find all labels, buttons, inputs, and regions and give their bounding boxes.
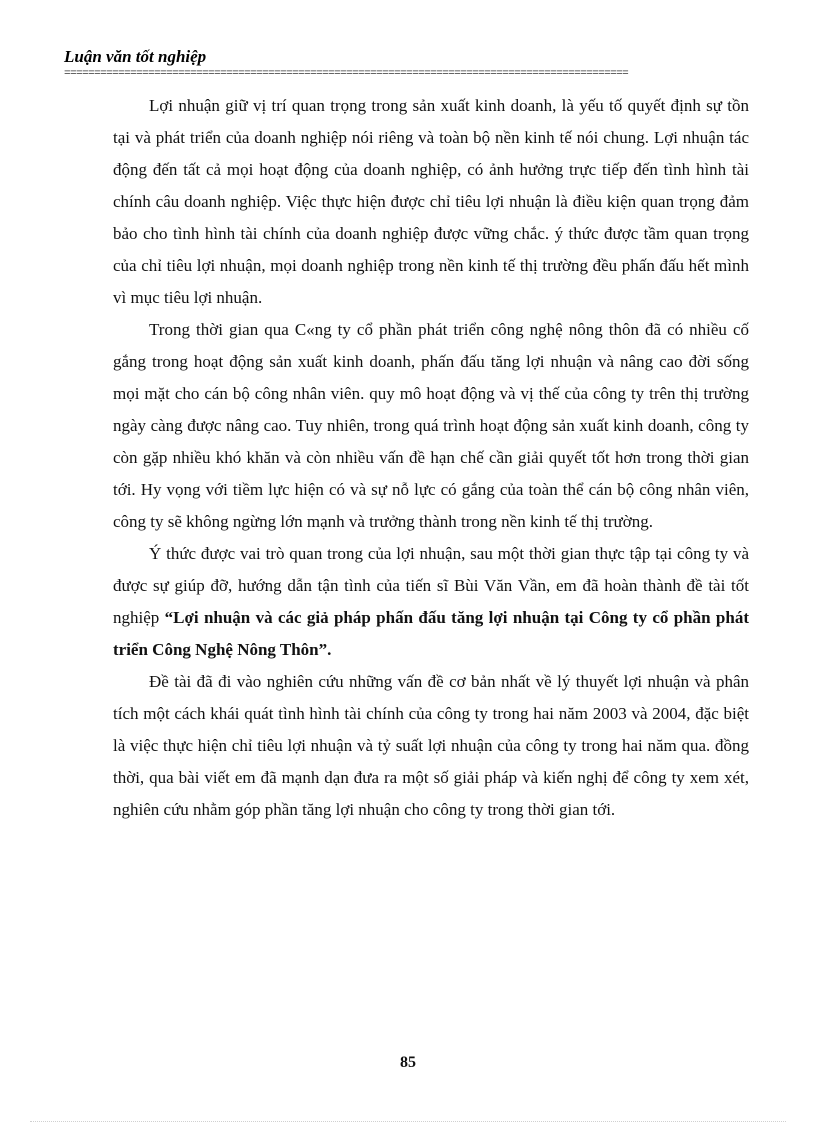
thesis-title-bold: “Lợi nhuận và các giả pháp phấn đấu tăng lợi nhuận tại Công ty cổ phần phát triển Công Nghệ Nông Thôn”.	[113, 608, 749, 659]
paragraph	[113, 538, 749, 666]
paragraph: Trong thời gian qua C«ng ty cổ phần phát triển công nghệ nông thôn đã có nhiều cố gắng trong hoạt động sản xuất kinh doanh, phấn đấu tăng lợi nhuận và nâng cao đời sống mọi mặt cho cán bộ công nhân viên. quy mô hoạt động và vị thế của công ty trên thị trường ngày càng được nâng cao. Tuy nhiên, trong quá trình hoạt động sản xuất kinh doanh, công ty còn gặp nhiều khó khăn và còn nhiều vấn đề hạn chế cần giải quyết tốt hơn trong thời gian tới. Hy vọng với tiềm lực hiện có và sự nỗ lực có gắng của toàn thể cán bộ công nhân viên, công ty sẽ không ngừng lớn mạnh và trưởng thành trong nền kinh tế thị trường.	[113, 320, 749, 531]
page-number: 85	[400, 1054, 416, 1071]
paragraph: Đề tài đã đi vào nghiên cứu những vấn đề cơ bản nhất về lý thuyết lợi nhuận và phân tích một cách khái quát tình hình tài chính của công ty trong hai năm 2003 và 2004, đặc biệt là việc thực hiện chỉ tiêu lợi nhuận và tỷ suất lợi nhuận của công ty trong hai năm qua. đồng thời, qua bài viết em đã mạnh dạn đưa ra một số giải pháp và kiến nghị để công ty xem xét, nghiên cứu nhằm góp phần tăng lợi nhuận cho công ty trong thời gian tới.	[113, 672, 749, 819]
body-text	[113, 90, 749, 826]
paragraph-text: Ý thức được vai trò quan trong của lợi nhuận, sau một thời gian thực tập tại công ty và được sự giúp đỡ, hướng dẫn tận tình của tiến sĩ Bùi Văn Vần, em đã hoàn thành đề tài tốt nghiệp	[113, 544, 749, 627]
running-header-title: Luận văn tốt nghiệp	[64, 47, 207, 66]
paragraph: Lợi nhuận giữ vị trí quan trọng trong sản xuất kinh doanh, là yếu tố quyết định sự tồn tại và phát triển của doanh nghiệp nói riêng và toàn bộ nền kinh tế nói chung. Lợi nhuận tác động đến tất cả mọi hoạt động của doanh nghiệp, có ảnh hưởng trực tiếp đến tình hình tài chính câu doanh nghiệp. Việc thực hiện được chỉ tiêu lợi nhuận là điều kiện quan trọng đảm bảo cho tình hình tài chính của doanh nghiệp được vững chắc. ý thức được tầm quan trọng của chỉ tiêu lợi nhuận, mọi doanh nghiệp trong nền kinh tế thị trường đều phấn đấu hết mình vì mục tiêu lợi nhuận.	[113, 96, 749, 307]
header-separator: ==============================================================================================	[64, 68, 629, 80]
